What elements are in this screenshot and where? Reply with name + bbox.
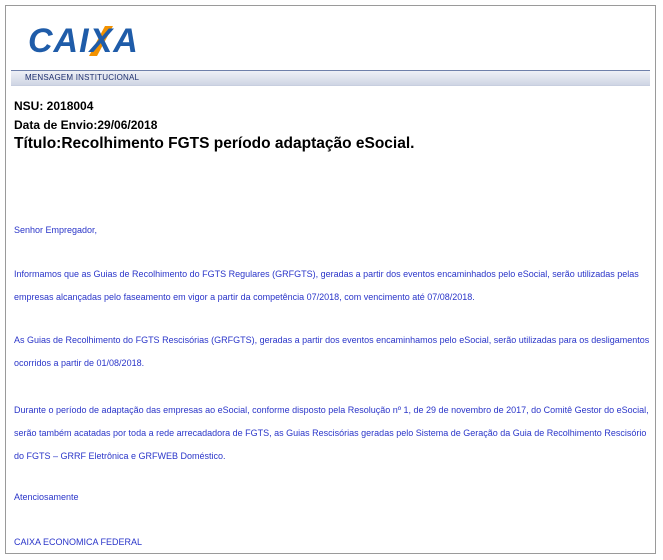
message-frame [5,5,656,554]
band-label: MENSAGEM INSTITUCIONAL [25,73,140,82]
logo-text-x: X [89,22,114,60]
message-title: Título:Recolhimento FGTS período adaptação eSocial. [14,135,415,152]
paragraph-rescisorias: As Guias de Recolhimento do FGTS Rescisórias (GRFGTS), geradas a partir dos eventos encaminhamos pelo eSocial, serão utilizadas para os desligamentos ocorridos a partir de 01/08/2018. [14,335,650,368]
paragraph-regulares: Informamos que as Guias de Recolhimento do FGTS Regulares (GRFGTS), geradas a partir dos eventos encaminhados pelo eSocial, serão utilizadas pelas empresas alcançadas pelo faseamento em vigor a partir da competência 07/2018, com vencimento até 07/08/2018. [14,269,639,302]
signature: CAIXA ECONOMICA FEDERAL [14,537,143,547]
nsu-line: NSU: 2018004 [14,99,94,113]
logo-text-left: CAI [28,22,90,60]
send-date-line: Data de Envio:29/06/2018 [14,118,158,132]
greeting: Senhor Empregador, [14,225,98,235]
institutional-header-band [11,70,650,86]
paragraph-adaptacao: Durante o período de adaptação das empresas ao eSocial, conforme disposto pela Resolução nº 1, de 29 de novembro de 2017, do Comitê Gestor do eSocial, serão também acatadas por toda a rede arrecadadora de FGTS, as Guias Rescisórias geradas pelo Sistema de Geração da Guia de Recolhimento Rescisório do FGTS – GRRF Eletrônica e GRFWEB Doméstico. [14,405,649,461]
closing: Atenciosamente [14,492,79,502]
logo-x [90,22,114,61]
caixa-logo [28,22,139,61]
logo-text-right: A [113,22,139,60]
